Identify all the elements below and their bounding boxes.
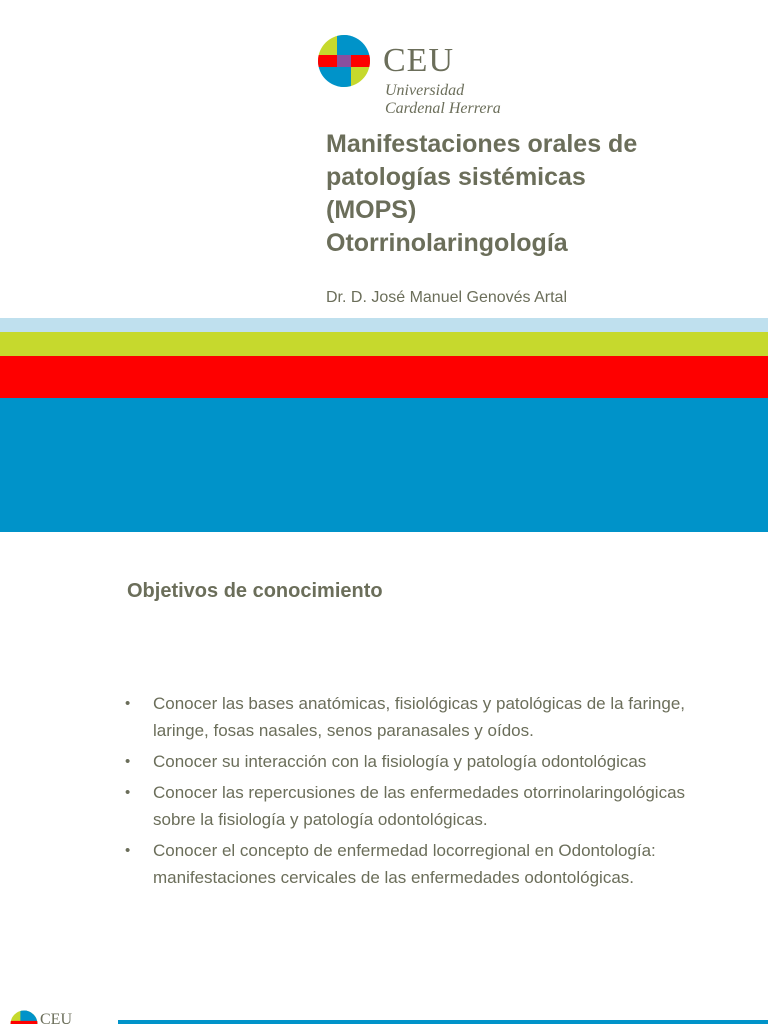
logo-university-line2: Cardenal Herrera	[385, 100, 501, 117]
title-line-2: patologías sistémicas	[326, 163, 586, 191]
objective-item: • Conocer el concepto de enfermedad locorregional en Odontología: manifestaciones cervicales de las enfermedades odontológicas.	[125, 837, 715, 891]
title-line-1: Manifestaciones orales de	[326, 130, 638, 158]
title-line-4: Otorrinolaringología	[326, 229, 568, 257]
logo-acronym: CEU	[383, 42, 454, 79]
footer-logo-acronym: CEU	[40, 1011, 72, 1024]
footer-divider	[118, 1020, 768, 1024]
decorative-band-blue	[0, 398, 768, 532]
objectives-list	[125, 690, 715, 895]
section-heading: Objetivos de conocimiento	[127, 580, 383, 602]
objective-item: • Conocer las repercusiones de las enfermedades otorrinolaringológicas sobre la fisiología y patología odontológicas.	[125, 779, 715, 833]
objective-item: • Conocer las bases anatómicas, fisiológicas y patológicas de la faringe, laringe, fosas nasales, senos paranasales y oídos.	[125, 690, 715, 744]
author-name: Dr. D. José Manuel Genovés Artal	[326, 289, 567, 306]
objective-item: • Conocer su interacción con la fisiología y patología odontológicas	[125, 748, 715, 775]
footer-cross-emblem-icon	[10, 1010, 38, 1024]
decorative-band-green	[0, 332, 768, 356]
footer-logo	[10, 1010, 110, 1024]
document-title	[326, 128, 746, 260]
decorative-band-red	[0, 356, 768, 398]
ceu-logo	[317, 34, 577, 120]
logo-university-line1: Universidad	[385, 82, 465, 99]
decorative-band-light-blue	[0, 318, 768, 332]
title-line-3: (MOPS)	[326, 196, 417, 224]
ceu-cross-emblem-icon	[317, 34, 371, 88]
